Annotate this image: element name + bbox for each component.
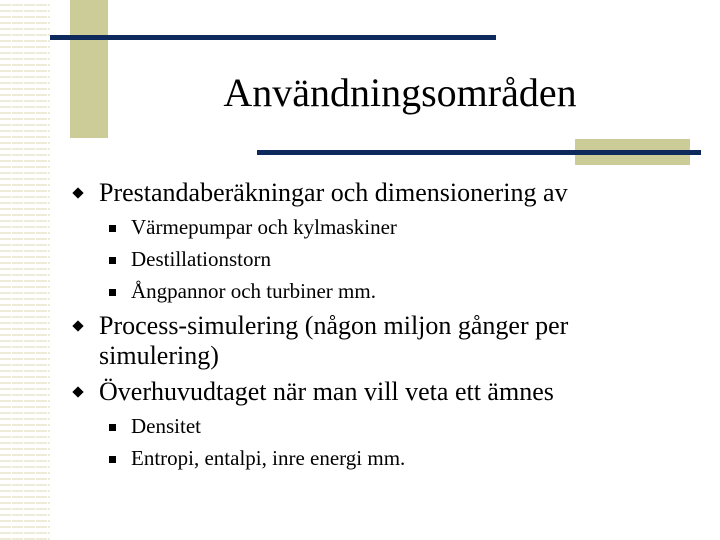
- bullet-text: Prestandaberäkningar och dimensionering av: [99, 178, 568, 207]
- sub-bullet-text: Densitet: [131, 414, 201, 438]
- sub-bullet-item: [70, 410, 690, 442]
- slide-title: Användningsområden: [223, 70, 577, 115]
- square-bullet-icon: [109, 456, 116, 463]
- sub-bullet-item: [70, 211, 690, 243]
- sub-bullet-text: Destillationstorn: [131, 247, 271, 271]
- sub-bullet-text: Värmepumpar och kylmaskiner: [131, 215, 397, 239]
- diamond-bullet-icon: [72, 386, 83, 397]
- square-bullet-icon: [109, 225, 116, 232]
- sub-bullet-text: Ångpannor och turbiner mm.: [131, 279, 376, 303]
- bullet-item: [70, 311, 619, 371]
- diamond-bullet-icon: [72, 320, 83, 331]
- left-stripe-decoration: [0, 0, 50, 540]
- top-accent-line: [50, 35, 496, 40]
- sub-bullet-item: [70, 442, 690, 474]
- middle-accent-line: [257, 150, 701, 155]
- slide-body: [70, 178, 690, 478]
- square-bullet-icon: [109, 257, 116, 264]
- square-bullet-icon: [109, 424, 116, 431]
- bullet-text: Process-simulering (någon miljon gånger per simulering): [99, 311, 569, 370]
- bullet-text: Överhuvudtaget när man vill veta ett ämnes: [99, 377, 554, 406]
- bullet-item: [70, 178, 690, 208]
- top-left-accent-block: [70, 0, 108, 138]
- diamond-bullet-icon: [72, 187, 83, 198]
- bullet-item: [70, 377, 690, 407]
- sub-bullet-list: [70, 410, 690, 474]
- sub-bullet-item: [70, 275, 690, 307]
- sub-bullet-text: Entropi, entalpi, inre energi mm.: [131, 446, 406, 470]
- sub-bullet-item: [70, 243, 690, 275]
- square-bullet-icon: [109, 289, 116, 296]
- sub-bullet-list: [70, 211, 690, 307]
